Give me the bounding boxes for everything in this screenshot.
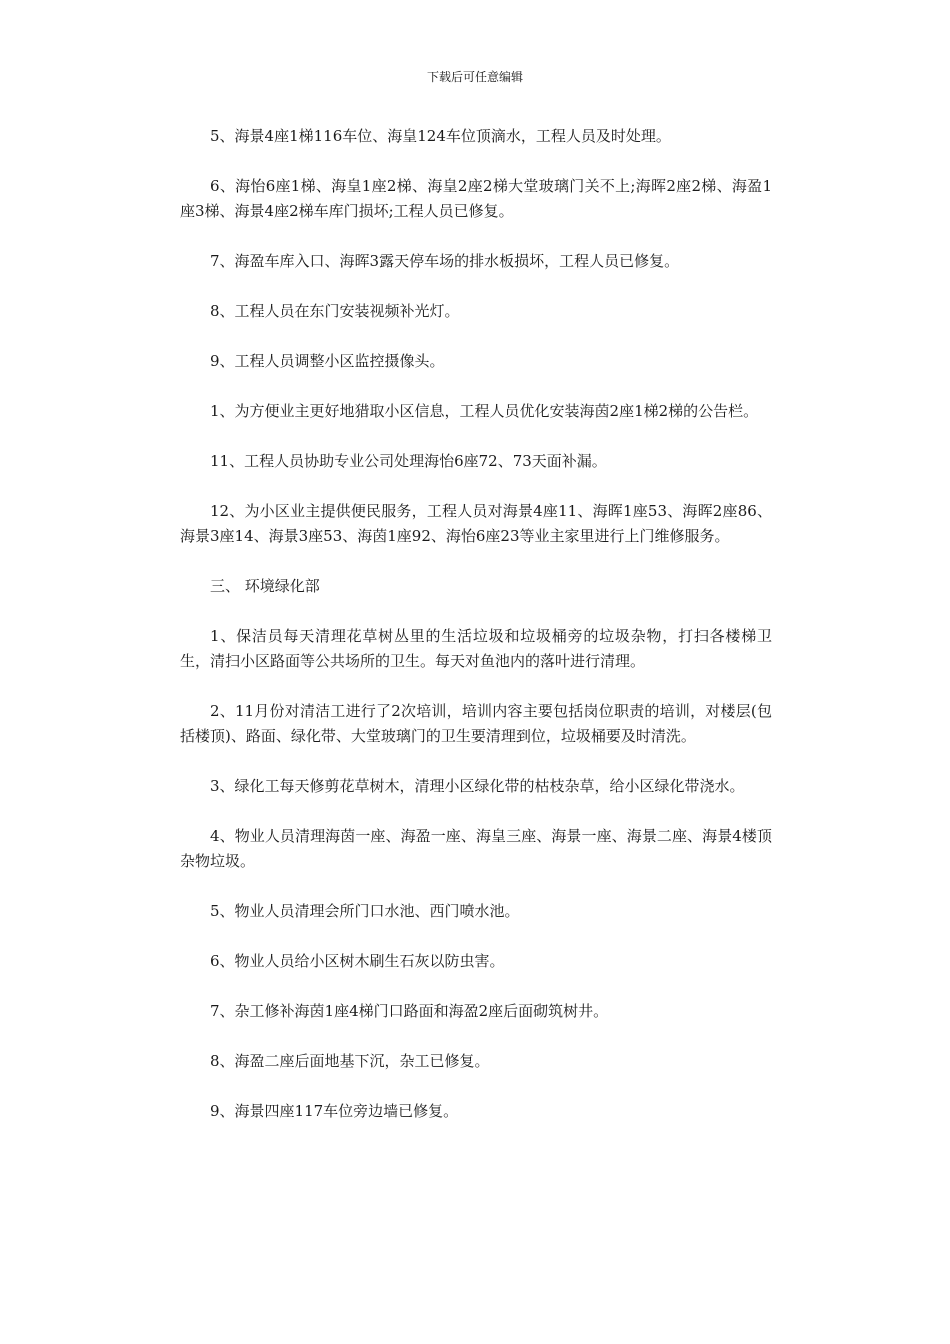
paragraph-eng-5: 5、海景4座1梯116车位、海皇124车位顶滴水，工程人员及时处理。 [210, 127, 671, 145]
paragraph-eng-12: 12、为小区业主提供便民服务，工程人员对海景4座11、海晖1座53、海晖2座86、海景3座14、海景3座53、海茵1座92、海怡6座23等业主家里进行上门维修服务。 [180, 502, 772, 545]
paragraph-env-9: 9、海景四座117车位旁边墙已修复。 [210, 1102, 459, 1120]
paragraph-eng-8: 8、工程人员在东门安装视频补光灯。 [210, 302, 460, 320]
section-heading-environment: 三、 环境绿化部 [210, 577, 320, 595]
paragraph-env-8: 8、海盈二座后面地基下沉，杂工已修复。 [210, 1052, 490, 1070]
paragraph-env-7: 7、杂工修补海茵1座4梯门口路面和海盈2座后面砌筑树井。 [210, 1002, 609, 1020]
paragraph-env-6: 6、物业人员给小区树木刷生石灰以防虫害。 [210, 952, 505, 970]
page-header-note: 下载后可任意编辑 [426, 70, 523, 84]
paragraph-env-4: 4、物业人员清理海茵一座、海盈一座、海皇三座、海景一座、海景二座、海景4楼顶杂物垃圾。 [180, 827, 772, 870]
paragraph-eng-7: 7、海盈车库入口、海晖3露天停车场的排水板损坏，工程人员已修复。 [210, 252, 680, 270]
paragraph-eng-11: 11、工程人员协助专业公司处理海怡6座72、73天面补漏。 [210, 452, 607, 470]
paragraph-env-5: 5、物业人员清理会所门口水池、西门喷水池。 [210, 902, 520, 920]
paragraph-env-1: 1、保洁员每天清理花草树丛里的生活垃圾和垃圾桶旁的垃圾杂物，打扫各楼梯卫生，清扫小区路面等公共场所的卫生。每天对鱼池内的落叶进行清理。 [180, 627, 772, 670]
document-body [180, 124, 772, 1149]
paragraph-eng-6: 6、海怡6座1梯、海皇1座2梯、海皇2座2梯大堂玻璃门关不上;海晖2座2梯、海盈1座3梯、海景4座2梯车库门损坏;工程人员已修复。 [180, 177, 772, 220]
paragraph-env-2: 2、11月份对清洁工进行了2次培训，培训内容主要包括岗位职责的培训，对楼层(包括楼顶)、路面、绿化带、大堂玻璃门的卫生要清理到位，垃圾桶要及时清洗。 [180, 702, 772, 745]
paragraph-env-3: 3、绿化工每天修剪花草树木，清理小区绿化带的枯枝杂草，给小区绿化带浇水。 [210, 777, 745, 795]
paragraph-eng-9: 9、工程人员调整小区监控摄像头。 [210, 352, 445, 370]
paragraph-eng-10: 1、为方便业主更好地猎取小区信息，工程人员优化安装海茵2座1梯2梯的公告栏。 [210, 402, 759, 420]
